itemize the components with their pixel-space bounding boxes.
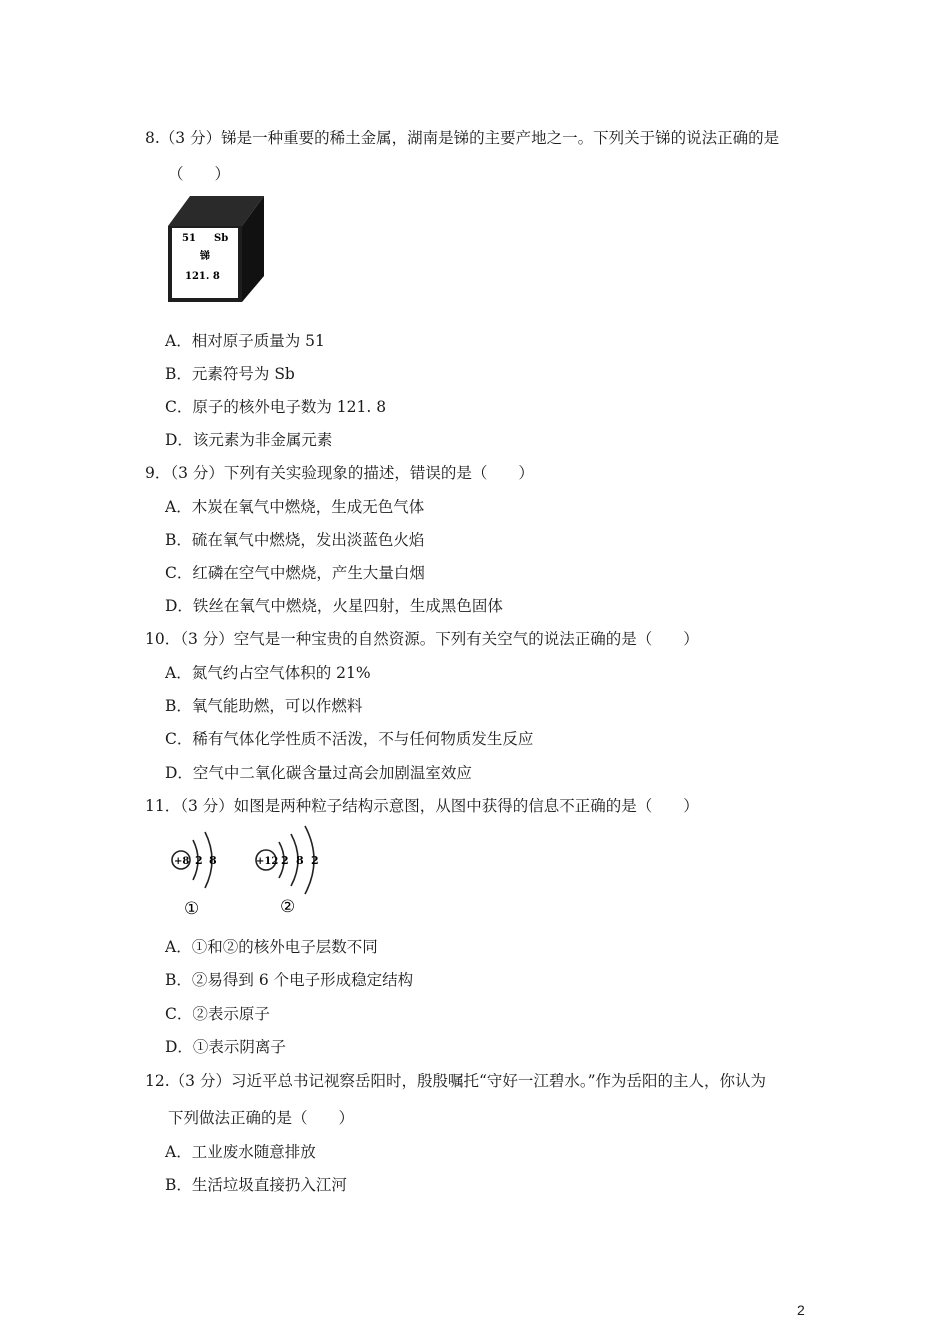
q11-stem: 11．（3 分）如图是两种粒子结构示意图，从图中获得的信息不正确的是（ ） xyxy=(145,797,699,815)
q8-stem: 8.（3 分）锑是一种重要的稀土金属，湖南是锑的主要产地之一。下列关于锑的说法正确的是 xyxy=(145,129,780,147)
particle-diagram xyxy=(165,822,345,926)
q9-option-b: B．硫在氧气中燃烧，发出淡蓝色火焰 xyxy=(165,531,425,549)
q12-option-b: B．生活垃圾直接扔入江河 xyxy=(165,1176,347,1194)
q11-option-d: D．①表示阴离子 xyxy=(165,1038,286,1056)
q9-stem: 9．（3 分）下列有关实验现象的描述，错误的是（ ） xyxy=(145,464,534,482)
page-number: 2 xyxy=(797,1302,805,1318)
q9-option-a: A．木炭在氧气中燃烧，生成无色气体 xyxy=(165,498,425,516)
particle-1-shell-1-count: 2 xyxy=(195,854,203,867)
q10-option-d: D．空气中二氧化碳含量过高会加剧温室效应 xyxy=(165,764,472,782)
q12-stem-continued: 下列做法正确的是（ ） xyxy=(168,1109,355,1127)
particle-1-shell-2-count: 8 xyxy=(209,854,217,867)
particle-diagram-svg xyxy=(165,822,345,922)
q9-option-c: C．红磷在空气中燃烧，产生大量白烟 xyxy=(165,564,425,582)
q8-option-b: B．元素符号为 Sb xyxy=(165,365,295,383)
q12-option-a: A．工业废水随意排放 xyxy=(165,1143,316,1161)
element-tile-figure xyxy=(168,196,268,310)
q8-answer-paren: （ ） xyxy=(168,165,231,183)
q9-option-d: D．铁丝在氧气中燃烧，火星四射，生成黑色固体 xyxy=(165,597,503,615)
particle-2 xyxy=(256,826,319,917)
q11-option-c: C．②表示原子 xyxy=(165,1005,270,1023)
q10-stem: 10．（3 分）空气是一种宝贵的自然资源。下列有关空气的说法正确的是（ ） xyxy=(145,630,699,648)
q10-option-c: C．稀有气体化学性质不活泼，不与任何物质发生反应 xyxy=(165,730,534,748)
q10-option-b: B．氧气能助燃，可以作燃料 xyxy=(165,697,363,715)
particle-2-shell-3-count: 2 xyxy=(311,854,319,867)
q8-option-a: A．相对原子质量为 51 xyxy=(165,332,325,350)
particle-2-shell-2-count: 8 xyxy=(296,854,304,867)
particle-1-charge: +8 xyxy=(174,856,190,867)
tile-element-name: 锑 xyxy=(200,251,210,262)
particle-2-charge: +12 xyxy=(256,856,279,867)
tile-symbol: Sb xyxy=(214,233,229,244)
q8-option-d: D．该元素为非金属元素 xyxy=(165,431,333,449)
q10-option-a: A．氮气约占空气体积的 21% xyxy=(165,664,371,682)
element-tile-svg xyxy=(168,196,268,306)
particle-1-label: ① xyxy=(184,899,200,919)
q12-stem: 12.（3 分）习近平总书记视察岳阳时，殷殷嘱托“守好一江碧水。”作为岳阳的主人，你认为 xyxy=(145,1072,767,1090)
q11-option-a: A．①和②的核外电子层数不同 xyxy=(165,938,378,956)
tile-atomic-mass: 121. 8 xyxy=(185,271,220,282)
q11-option-b: B．②易得到 6 个电子形成稳定结构 xyxy=(165,971,414,989)
q8-option-c: C．原子的核外电子数为 121. 8 xyxy=(165,398,387,416)
particle-2-shell-1-count: 2 xyxy=(281,854,289,867)
particle-2-label: ② xyxy=(280,897,296,917)
particle-1 xyxy=(172,832,217,919)
tile-atomic-number: 51 xyxy=(182,233,196,244)
